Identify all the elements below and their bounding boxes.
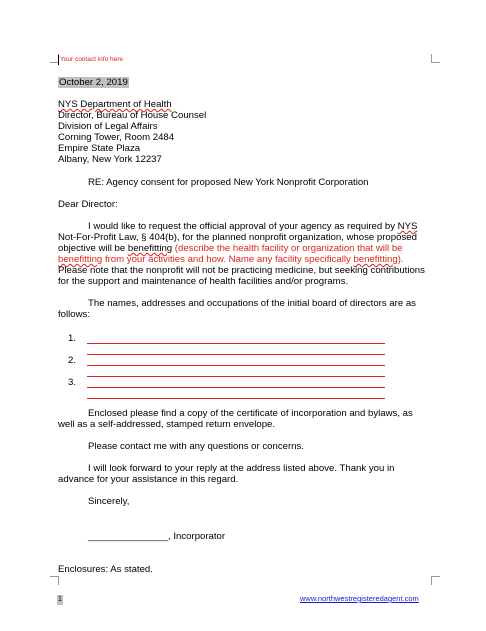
address-line: Albany, New York 12237: [58, 154, 162, 165]
crop-mark-top-right: [431, 54, 440, 63]
board-item[interactable]: [64, 355, 394, 377]
salutation: Dear Director:: [58, 199, 118, 210]
letter-date[interactable]: October 2, 2019: [59, 77, 128, 88]
fill-in-line[interactable]: [87, 387, 385, 388]
p1-red-benefitting[interactable]: benefitting: [353, 254, 398, 265]
address-line: [58, 99, 206, 110]
p1-benefitting: benefitting: [127, 243, 173, 254]
paragraph-request: [58, 221, 428, 287]
fill-in-line[interactable]: [87, 365, 385, 366]
p1-red-instruction[interactable]: from your activities and how. Name any facility specifically: [102, 254, 354, 265]
board-item[interactable]: [64, 377, 394, 399]
signature-line[interactable]: _______________, Incorporator: [88, 531, 226, 542]
footer-website-link[interactable]: www.northwestregisteredagent.com: [300, 594, 419, 603]
p1-nys: NYS: [397, 221, 418, 232]
fill-in-line[interactable]: [87, 398, 385, 399]
p1-red-instruction[interactable]: ).: [397, 254, 404, 265]
fill-in-line[interactable]: [87, 343, 385, 344]
closing: Sincerely,: [88, 496, 130, 507]
address-line: Director, Bureau of House Counsel: [58, 110, 207, 121]
board-item[interactable]: [64, 333, 394, 355]
p1-text: Please note that the nonprofit will not be practicing medicine, but seeking contributions for the support and maintenance of health facilities and/or programs.: [58, 265, 425, 287]
p1-text: I would like to request the official approval of your agency as required by: [88, 221, 398, 232]
board-item-number: 1.: [68, 333, 77, 344]
paragraph-contact: Please contact me with any questions or concerns.: [88, 441, 304, 452]
page-number: 1: [58, 596, 62, 603]
enclosures-line: Enclosures: As stated.: [58, 564, 153, 575]
address-line-text: NYS Department of Health: [58, 99, 172, 110]
p1-red-instruction[interactable]: (describe the health facility or organization that will be: [172, 243, 403, 254]
board-item-number: 2.: [68, 355, 77, 366]
p1-text: Not-For-Profit Law, § 404(b), for the planned nonprofit organization, whose proposed objective will be: [58, 232, 417, 254]
crop-mark-bottom-left: [50, 576, 59, 585]
paragraph-board-intro: The names, addresses and occupations of the initial board of directors are as follows:: [58, 298, 416, 320]
address-line: Empire State Plaza: [58, 143, 141, 154]
paragraph-enclosed: Enclosed please find a copy of the certificate of incorporation and bylaws, as well as a self-addressed, stamped return envelope.: [58, 408, 413, 430]
p1-red-benefitting[interactable]: benefitting: [58, 254, 103, 265]
board-item-number: 3.: [68, 377, 77, 388]
recipient-address: [58, 99, 206, 165]
crop-mark-bottom-right: [431, 576, 440, 585]
header-contact-placeholder[interactable]: Your contact info here: [60, 56, 123, 63]
paragraph-reply: I will look forward to your reply at the address listed above. Thank you in advance for your assistance in this regard.: [58, 463, 395, 485]
address-line: Corning Tower, Room 2484: [58, 132, 175, 143]
re-line: RE: Agency consent for proposed New York Nonprofit Corporation: [88, 177, 369, 188]
address-line: Division of Legal Affairs: [58, 121, 158, 132]
board-of-directors-list: [64, 333, 394, 399]
